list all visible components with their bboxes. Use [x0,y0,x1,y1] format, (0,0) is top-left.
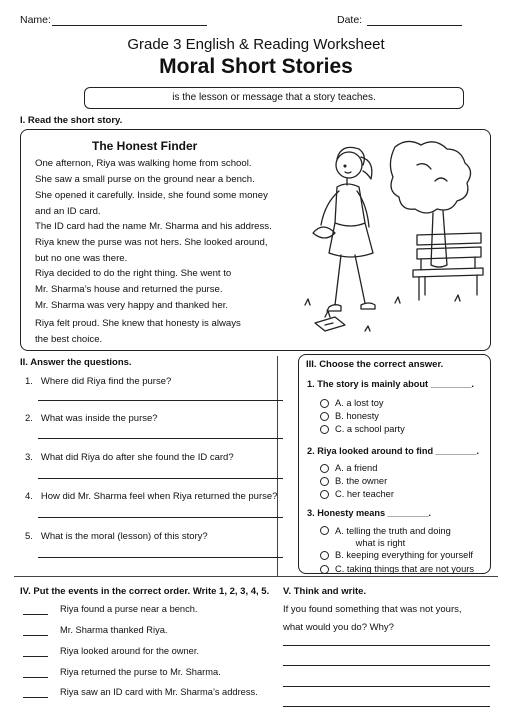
story-line: but no one was there. [35,253,128,264]
writing-line-4[interactable] [283,706,490,707]
question-text: What is the moral (lesson) of this story? [40,531,208,542]
story-line: Mr. Sharma was very happy and thanked her. [35,300,229,311]
mc-option[interactable] [320,411,405,424]
story-line: Riya knew the purse was not hers. She looked around, [35,237,268,248]
story-line: and an ID card. [35,206,101,217]
option-label: B. keeping everything for yourself [335,550,473,560]
section5-prompt-line1: If you found something that was not yours, [283,604,462,615]
column-divider [277,356,278,576]
event-2: Mr. Sharma thanked Riya. [60,625,168,635]
mc-options-2 [320,463,394,502]
story-line: The ID card had the name Mr. Sharma and his address. [35,221,272,232]
order-blank-2[interactable] [23,635,48,636]
question-2 [25,413,158,424]
question-number: 1. [25,376,33,387]
writing-line-3[interactable] [283,686,490,687]
event-5: Riya saw an ID card with Mr. Sharma’s address. [60,687,258,697]
order-blank-5[interactable] [23,697,48,698]
question-number: 2. [25,413,33,424]
question-4 [25,491,277,502]
mc-option[interactable] [320,463,394,476]
radio-button[interactable] [320,412,329,421]
name-label: Name: [20,14,51,26]
option-label: C. taking things that are not yours [335,564,475,574]
answer-line-5[interactable] [38,557,283,558]
section5-heading: V. Think and write. [283,586,367,597]
section3-heading: III. Choose the correct answer. [306,359,444,370]
date-field[interactable] [367,25,462,26]
story-title: The Honest Finder [92,139,198,153]
story-line: One afternon, Riya was walking home from school. [35,158,252,169]
question-text: What did Riya do after she found the ID card? [40,452,234,463]
radio-button[interactable] [320,477,329,486]
mc-option[interactable] [320,398,405,411]
radio-button[interactable] [320,399,329,408]
definition-text: is the lesson or message that a story teaches. [172,92,376,103]
mc-option[interactable] [320,489,394,502]
story-paragraph-1 [35,156,285,220]
question-text: Where did Riya find the purse? [40,376,172,387]
mc-options-3 [320,525,474,577]
question-1 [25,376,171,387]
answer-line-4[interactable] [38,517,283,518]
radio-button[interactable] [320,425,329,434]
worksheet-subtitle: Grade 3 English & Reading Worksheet [127,36,385,53]
mc-option[interactable] [320,550,474,564]
event-3: Riya looked around for the owner. [60,646,200,656]
option-label: A. a lost toy [335,398,384,408]
question-5 [25,531,208,542]
order-blank-4[interactable] [23,677,48,678]
answer-line-2[interactable] [38,438,283,439]
question-text: How did Mr. Sharma feel when Riya returned the purse? [40,491,278,502]
story-line: Riya felt proud. She knew that honesty is always [35,318,241,329]
option-label: C. her teacher [335,489,394,499]
mc-option[interactable] [320,476,394,489]
story-paragraph-2 [35,219,285,267]
story-illustration [285,135,485,345]
option-label: A. a friend [335,463,378,473]
writing-line-2[interactable] [283,665,490,666]
option-label: C. a school party [335,424,405,434]
option-label: B. honesty [335,411,379,421]
mc-question-3: 3. Honesty means ________. [307,508,432,518]
mc-option[interactable] [320,564,474,577]
section1-heading: I. Read the short story. [20,115,123,126]
story-line: She opened it carefully. Inside, she found some money [35,190,268,201]
story-line: She saw a small purse on the ground near a bench. [35,174,255,185]
story-line: the best choice. [35,334,103,345]
radio-button[interactable] [320,565,329,574]
order-blank-3[interactable] [23,656,48,657]
worksheet-title: Moral Short Stories [159,55,353,78]
story-line: Riya decided to do the right thing. She went to [35,268,232,279]
question-3 [25,452,234,463]
story-paragraph-3 [35,266,285,314]
option-label: B. the owner [335,476,388,486]
event-4: Riya returned the purse to Mr. Sharma. [60,667,221,677]
definition-box [84,87,464,109]
answer-line-1[interactable] [38,400,283,401]
section4-heading: IV. Put the events in the correct order. Write 1, 2, 3, 4, 5. [20,586,270,597]
story-paragraph-4 [35,316,285,348]
question-number: 3. [25,452,33,463]
question-number: 4. [25,491,33,502]
name-field[interactable] [52,25,207,26]
mc-options-1 [320,398,405,437]
date-label: Date: [337,14,363,26]
mc-question-1: 1. The story is mainly about ________. [307,379,474,389]
radio-button[interactable] [320,490,329,499]
mc-option[interactable] [320,424,405,437]
mc-question-2: 2. Riya looked around to find ________. [307,446,480,456]
section2-heading: II. Answer the questions. [20,357,132,368]
section5-prompt-line2: what would you do? Why? [283,622,394,633]
question-text: What was inside the purse? [40,413,158,424]
radio-button[interactable] [320,526,329,535]
order-blank-1[interactable] [23,614,48,615]
event-1: Riya found a purse near a bench. [60,604,198,614]
radio-button[interactable] [320,464,329,473]
writing-line-1[interactable] [283,645,490,646]
story-line: Mr. Sharma’s house and returned the purse. [35,284,223,295]
option-label: A. telling the truth and doing what is right [335,526,451,548]
radio-button[interactable] [320,551,329,560]
mc-option[interactable] [320,525,474,550]
answer-line-3[interactable] [38,478,283,479]
question-number: 5. [25,531,33,542]
